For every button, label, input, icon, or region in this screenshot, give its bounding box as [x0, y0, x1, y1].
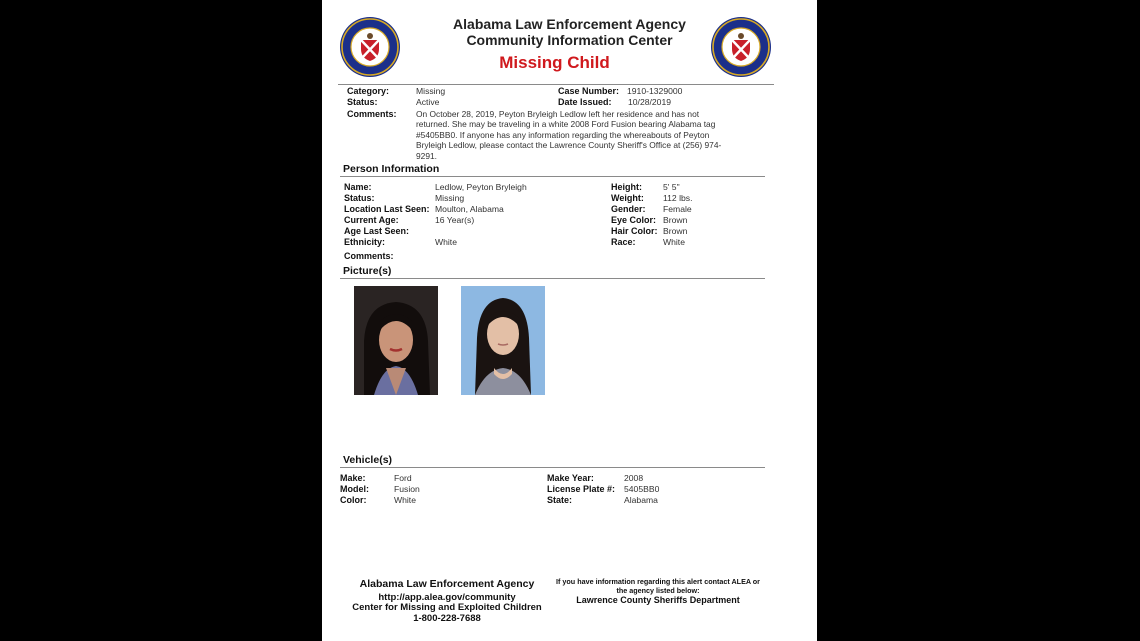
footer-agency: Alabama Law Enforcement Agency: [359, 578, 535, 590]
center-name: Community Information Center: [466, 32, 673, 48]
status-value: Active: [416, 97, 440, 107]
race-value: White: [663, 237, 685, 247]
date-issued-value: 10/28/2019: [628, 97, 672, 107]
photo-portrait: [461, 286, 545, 395]
weight-value: 112 lbs.: [663, 193, 693, 203]
alert-title: Missing Child: [499, 53, 610, 72]
person-status-value: Missing: [435, 193, 465, 203]
current-age-value: 16 Year(s): [435, 215, 475, 225]
name-label: Name:: [344, 182, 372, 192]
category-value: Missing: [416, 86, 446, 96]
person-status-label: Status:: [344, 193, 375, 203]
case-comments: On October 28, 2019, Peyton Bryleigh Ledlow left her residence and has not returned. She may be traveling in a white 2008 Ford Fusion bearing Alabama tag #5405BB0. If anyone has any information regarding the whereabouts of Peyton Bryleigh Ledlow, please contact the Lawrence County Sheriff's Office at (256) 974- 9291.: [416, 109, 722, 161]
footer-url: http://app.alea.gov/community: [378, 592, 516, 603]
ethnicity-value: White: [435, 237, 457, 247]
gender-value: Female: [663, 204, 692, 214]
ethnicity-label: Ethnicity:: [344, 237, 386, 247]
date-issued-label: Date Issued:: [558, 97, 612, 107]
hair-color-label: Hair Color:: [611, 226, 658, 236]
header-divider: [338, 84, 774, 85]
height-label: Height:: [611, 182, 642, 192]
pictures-heading: Picture(s): [343, 265, 392, 277]
location-value: Moulton, Alabama: [435, 204, 504, 214]
eye-color-label: Eye Color:: [611, 215, 657, 225]
category-label: Category:: [347, 86, 390, 96]
state-label: State:: [547, 495, 573, 505]
comments-label: Comments:: [347, 109, 397, 119]
model-label: Model:: [340, 484, 369, 494]
hair-color-value: Brown: [663, 226, 688, 236]
height-value: 5' 5": [663, 182, 680, 192]
footer-sheriff: Lawrence County Sheriffs Department: [576, 595, 740, 605]
pictures-divider: [340, 278, 765, 279]
person-info-heading: Person Information: [343, 163, 440, 175]
alert-flyer: [322, 0, 817, 641]
make-value: Ford: [394, 473, 412, 483]
make-year-label: Make Year:: [547, 473, 594, 483]
person-comments-label: Comments:: [344, 251, 394, 261]
footer-center: Center for Missing and Exploited Children: [352, 602, 542, 613]
person-divider: [340, 176, 765, 177]
age-last-seen-label: Age Last Seen:: [344, 226, 410, 236]
model-value: Fusion: [394, 484, 420, 494]
agency-name: Alabama Law Enforcement Agency: [453, 16, 686, 32]
color-value: White: [394, 495, 416, 505]
current-age-label: Current Age:: [344, 215, 399, 225]
case-number-label: Case Number:: [558, 86, 620, 96]
footer-phone: 1-800-228-7688: [413, 613, 481, 624]
make-year-value: 2008: [624, 473, 644, 483]
footer-contact-note: If you have information regarding this alert contact ALEA or the agency listed below:: [556, 577, 760, 595]
color-label: Color:: [340, 495, 367, 505]
vehicle-divider: [340, 467, 765, 468]
weight-label: Weight:: [611, 193, 644, 203]
state-value: Alabama: [624, 495, 658, 505]
status-label: Status:: [347, 97, 378, 107]
location-label: Location Last Seen:: [344, 204, 430, 214]
eye-color-value: Brown: [663, 215, 688, 225]
race-label: Race:: [611, 237, 636, 247]
case-number-value: 1910-1329000: [627, 86, 683, 96]
vehicle-heading: Vehicle(s): [343, 454, 393, 466]
license-plate-label: License Plate #:: [547, 484, 616, 494]
gender-label: Gender:: [611, 204, 646, 214]
photo-selfie: [354, 286, 438, 395]
license-plate-value: 5405BB0: [624, 484, 660, 494]
make-label: Make:: [340, 473, 366, 483]
name-value: Ledlow, Peyton Bryleigh: [435, 182, 527, 192]
